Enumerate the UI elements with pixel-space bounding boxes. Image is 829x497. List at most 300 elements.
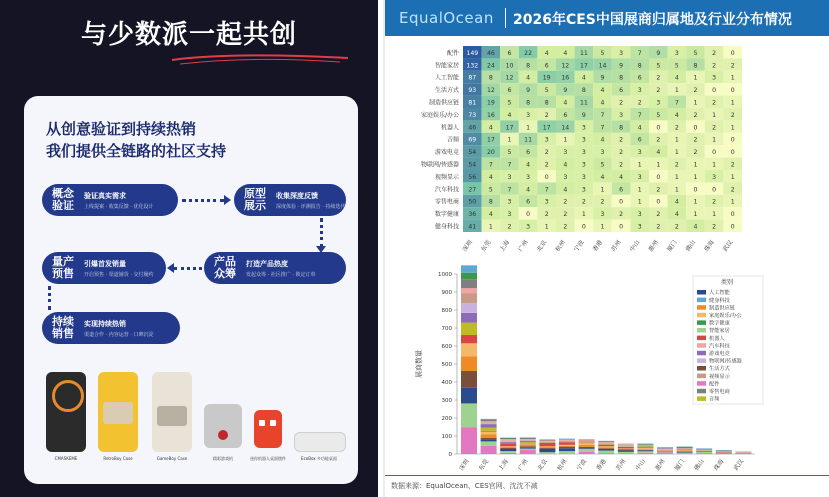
heatmap-cell-value: 0 — [730, 87, 735, 95]
x-tick-label: 东莞 — [477, 458, 491, 472]
heatmap-cell-value: 3 — [563, 173, 568, 181]
heatmap-cell-value: 1 — [488, 223, 493, 231]
bar-segment — [637, 448, 653, 449]
product-label: RetroBoy Case — [103, 456, 133, 461]
heatmap-cell-value: 3 — [619, 111, 624, 119]
stage-concept — [42, 184, 178, 216]
stage-preorder — [42, 252, 166, 284]
heatmap-cell-value: 132 — [466, 62, 479, 70]
legend-label: 游戏电竞 — [709, 351, 730, 357]
stage-sub: 引爆首发销量 — [84, 259, 126, 268]
heatmap-cell-value: 2 — [712, 124, 717, 132]
bar-segment — [461, 288, 477, 293]
mascot-icon — [218, 430, 228, 440]
heatmap-cell-value: 3 — [526, 111, 531, 119]
y-tick-label: 600 — [441, 344, 452, 350]
bar-segment — [618, 445, 634, 446]
bar-segment — [500, 447, 516, 448]
heatmap-chart — [385, 40, 829, 260]
legend-label: 配件 — [709, 381, 720, 388]
heatmap-cell-value: 54 — [468, 149, 477, 157]
stage-name: 原型展示 — [244, 187, 266, 212]
chart-panel — [383, 0, 829, 497]
heatmap-cell-value: 24 — [486, 62, 495, 70]
heatmap-cell-value: 17 — [579, 62, 588, 70]
heatmap-cell-value: 4 — [563, 99, 568, 107]
heatmap-cell-value: 6 — [637, 74, 642, 82]
bar-segment — [598, 445, 614, 446]
heatmap-cell-value: 4 — [488, 211, 493, 219]
stage-sub: 验证真实需求 — [84, 191, 126, 200]
heatmap-cell-value: 1 — [600, 223, 605, 231]
legend-label: 音频 — [709, 396, 720, 403]
bar-segment — [618, 452, 634, 454]
bar-segment — [461, 313, 477, 323]
product-phone-case-yellow — [98, 372, 138, 452]
legend-swatch — [697, 374, 706, 379]
bar-segment — [677, 450, 693, 451]
heatmap-row-label: 数字健康 — [434, 211, 459, 219]
bar-segment — [579, 441, 595, 442]
heatmap-cell-value: 3 — [656, 99, 661, 107]
heatmap-cell-value: 4 — [600, 87, 605, 95]
heatmap-cell-value: 0 — [693, 186, 698, 194]
heatmap-cell-value: 5 — [693, 49, 698, 57]
heatmap-cell-value: 3 — [637, 211, 642, 219]
heatmap-cell-value: 9 — [656, 49, 661, 57]
bar-segment — [579, 442, 595, 443]
heatmap-cell-value: 3 — [544, 198, 549, 206]
heatmap-cell-value: 1 — [563, 136, 568, 144]
heatmap-cell-value: 2 — [712, 99, 717, 107]
heatmap-cell-value: 8 — [526, 99, 531, 107]
flow-connector — [320, 218, 323, 248]
heatmap-cell-value: 2 — [544, 149, 549, 157]
bar-segment — [618, 450, 634, 451]
x-tick-label: 杭州 — [556, 458, 569, 472]
heatmap-cell-value: 3 — [600, 149, 605, 157]
heatmap-cell-value: 2 — [712, 62, 717, 70]
heatmap-row-label: 配件 — [446, 49, 459, 57]
heatmap-cell-value: 2 — [656, 211, 661, 219]
bar-segment — [481, 421, 497, 422]
bar-segment — [559, 451, 575, 453]
bar-segment — [579, 449, 595, 452]
bar-segment — [618, 448, 634, 449]
bar-segment — [461, 356, 477, 371]
heatmap-cell-value: 0 — [693, 124, 698, 132]
heatmap-cell-value: 2 — [619, 136, 624, 144]
heatmap-cell-value: 3 — [637, 173, 642, 181]
bar-segment — [500, 441, 516, 442]
heatmap-cell-value: 2 — [693, 87, 698, 95]
x-tick-label: 珠海 — [712, 458, 726, 472]
flow-connector — [48, 286, 51, 310]
bar-segment — [618, 447, 634, 448]
heatmap-cell-value: 4 — [637, 124, 642, 132]
heatmap-cell-value: 2 — [581, 198, 586, 206]
bar-segment — [481, 438, 497, 440]
heatmap-cell-value: 1 — [637, 198, 642, 206]
bar-segment — [481, 423, 497, 424]
promo-card — [24, 96, 358, 484]
bar-segment — [500, 449, 516, 451]
x-tick-label: 厦门 — [673, 458, 687, 472]
bar-segment — [559, 448, 575, 451]
y-tick-label: 100 — [441, 434, 452, 440]
bar-segment — [677, 447, 693, 448]
x-tick-label: 广州 — [516, 458, 530, 472]
bar-segment — [461, 293, 477, 303]
bar-segment — [598, 449, 614, 451]
heatmap-cell-value: 0 — [656, 173, 661, 181]
legend-swatch — [697, 389, 706, 394]
heatmap-cell-value: 17 — [542, 124, 551, 132]
bar-segment — [520, 440, 536, 441]
heatmap-cell-value: 1 — [693, 198, 698, 206]
bar-segment — [500, 453, 516, 454]
y-tick-label: 200 — [441, 416, 452, 422]
heatmap-col-label: 杭州 — [554, 239, 567, 253]
legend-swatch — [697, 298, 706, 303]
product-label: EcoBox 多功能桌面 — [301, 456, 337, 461]
legend-label: 智能家居 — [709, 328, 730, 335]
heatmap-col-label: 宁波 — [572, 239, 586, 253]
heatmap-cell-value: 41 — [468, 223, 477, 231]
bar-segment — [520, 438, 536, 439]
bar-segment — [481, 446, 497, 454]
heatmap-cell-value: 1 — [526, 124, 531, 132]
y-tick-label: 500 — [441, 362, 452, 368]
x-tick-label: 惠州 — [654, 458, 667, 472]
heatmap-cell-value: 3 — [526, 173, 531, 181]
stage-detail: 发起众筹 · 社区推广 · 锁定订单 — [246, 271, 316, 278]
stage-detail: 开启预售 · 渠道铺货 · 交付履约 — [84, 271, 154, 278]
heatmap-cell-value: 2 — [619, 149, 624, 157]
heatmap-cell-value: 7 — [637, 111, 642, 119]
heatmap-cell-value: 4 — [656, 149, 661, 157]
heatmap-cell-value: 3 — [581, 124, 586, 132]
heatmap-cell-value: 9 — [563, 87, 568, 95]
heatmap-cell-value: 3 — [712, 173, 717, 181]
bar-segment — [657, 451, 673, 452]
heatmap-col-label: 东莞 — [479, 239, 493, 253]
x-tick-label: 宁波 — [575, 458, 589, 472]
heatmap-cell-value: 87 — [468, 74, 477, 82]
bar-segment — [598, 444, 614, 445]
x-tick-label: 中山 — [634, 458, 648, 472]
heatmap-cell-value: 1 — [730, 74, 735, 82]
promo-headline: 与少数派一起共创 — [80, 20, 297, 50]
bar-segment — [598, 444, 614, 445]
stage-name: 概念验证 — [52, 187, 74, 212]
heatmap-cell-value: 2 — [674, 124, 679, 132]
bar-segment — [539, 441, 555, 442]
bar-segment — [481, 422, 497, 423]
chart-title: 2026年CES中国展商归属地及行业分布情况 — [513, 12, 792, 28]
y-tick-label: 300 — [441, 398, 452, 404]
heatmap-cell-value: 3 — [712, 74, 717, 82]
heatmap-cell-value: 9 — [600, 74, 605, 82]
heatmap-cell-value: 2 — [563, 223, 568, 231]
stage-sub: 实现持续热销 — [84, 319, 126, 328]
heatmap-cell-value: 4 — [488, 124, 493, 132]
legend-swatch — [697, 320, 706, 325]
bar-segment — [539, 449, 555, 452]
heatmap-cell-value: 1 — [656, 161, 661, 169]
heatmap-cell-value: 2 — [600, 198, 605, 206]
heatmap-cell-value: 1 — [712, 211, 717, 219]
bar-segment — [520, 448, 536, 449]
heatmap-cell-value: 46 — [486, 49, 495, 57]
bar-segment — [637, 450, 653, 451]
heatmap-row-label: 视频显示 — [434, 173, 459, 181]
heatmap-cell-value: 0 — [730, 223, 735, 231]
bar-segment — [579, 447, 595, 448]
legend-swatch — [697, 290, 706, 295]
heatmap-cell-value: 19 — [542, 74, 551, 82]
heatmap-cell-value: 3 — [637, 149, 642, 157]
heatmap-cell-value: 2 — [656, 223, 661, 231]
heatmap-cell-value: 17 — [505, 124, 514, 132]
heatmap-cell-value: 0 — [619, 198, 624, 206]
x-tick-label: 北京 — [536, 458, 550, 472]
heatmap-cell-value: 6 — [526, 149, 531, 157]
x-tick-label: 上海 — [497, 458, 510, 472]
heatmap-cell-value: 1 — [693, 173, 698, 181]
heatmap-cell-value: 9 — [619, 62, 624, 70]
flow-connector — [182, 199, 224, 202]
stage-sales — [42, 312, 180, 344]
heatmap-cell-value: 0 — [730, 49, 735, 57]
bar-segment — [579, 445, 595, 447]
bar-segment — [598, 448, 614, 449]
legend-label: 视频显示 — [709, 373, 730, 380]
heatmap-cell-value: 9 — [581, 111, 586, 119]
bar-segment — [637, 447, 653, 448]
heatmap-cell-value: 1 — [637, 186, 642, 194]
heatmap-cell-value: 11 — [579, 99, 588, 107]
bar-segment — [716, 451, 732, 452]
heatmap-cell-value: 3 — [526, 223, 531, 231]
heatmap-row-label: 物联网/传感器 — [420, 161, 459, 169]
heatmap-col-label: 惠州 — [647, 239, 660, 253]
heatmap-cell-value: 7 — [488, 161, 493, 169]
heatmap-cell-value: 0 — [712, 87, 717, 95]
bar-segment — [539, 446, 555, 447]
heatmap-cell-value: 4 — [526, 161, 531, 169]
heatmap-cell-value: 4 — [544, 49, 549, 57]
camera-ring-icon — [52, 380, 84, 412]
heatmap-row-label: 人工智能 — [434, 74, 459, 82]
bar-segment — [559, 445, 575, 446]
bar-segment — [618, 449, 634, 450]
heatmap-cell-value: 4 — [563, 161, 568, 169]
heatmap-cell-value: 2 — [563, 211, 568, 219]
bar-segment — [559, 442, 575, 443]
heatmap-cell-value: 1 — [674, 136, 679, 144]
x-tick-label: 武汉 — [732, 458, 746, 472]
heatmap-cell-value: 4 — [507, 111, 512, 119]
card-title-2: 我们提供全链路的社区支持 — [46, 142, 227, 160]
robot-eye-icon — [259, 420, 265, 426]
bar-segment — [657, 452, 673, 454]
x-tick-label: 佛山 — [693, 458, 706, 472]
heatmap-cell-value: 5 — [507, 149, 512, 157]
heatmap-row-label: 机器人 — [440, 124, 459, 132]
heatmap-cell-value: 4 — [563, 186, 568, 194]
heatmap-cell-value: 1 — [712, 136, 717, 144]
stage-detail: 深度体验 · 评测报告 · 持续迭代 — [276, 203, 346, 210]
heatmap-cell-value: 0 — [656, 198, 661, 206]
heatmap-cell-value: 4 — [600, 136, 605, 144]
bar-segment — [461, 273, 477, 279]
bar-segment — [461, 335, 477, 343]
source-note: 数据来源：EqualOcean、CES官网、沈沈不减 — [391, 482, 538, 490]
product-desk-box — [294, 432, 346, 452]
heatmap-cell-value: 54 — [468, 161, 477, 169]
heatmap-cell-value: 3 — [544, 136, 549, 144]
heatmap-cell-value: 2 — [656, 136, 661, 144]
bar-segment — [559, 453, 575, 454]
legend-label: 制造供应链 — [709, 305, 735, 312]
heatmap-cell-value: 46 — [468, 124, 477, 132]
bar-segment — [559, 441, 575, 442]
heatmap-cell-value: 9 — [526, 87, 531, 95]
bar-segment — [657, 450, 673, 451]
heatmap-cell-value: 4 — [563, 49, 568, 57]
heatmap-cell-value: 8 — [581, 87, 586, 95]
heatmap-col-label: 珠海 — [703, 239, 716, 253]
bar-segment — [481, 431, 497, 432]
heatmap-cell-value: 1 — [730, 124, 735, 132]
heatmap-cell-value: 6 — [526, 198, 531, 206]
y-tick-label: 900 — [441, 290, 452, 296]
bar-segment — [481, 420, 497, 421]
product-label: GameBoy Case — [156, 456, 188, 461]
heatmap-col-label: 厦门 — [665, 239, 679, 253]
stage-name: 产品众筹 — [214, 255, 236, 280]
heatmap-cell-value: 6 — [507, 87, 512, 95]
bar-segment — [579, 443, 595, 444]
heatmap-cell-value: 22 — [524, 49, 533, 57]
stage-sub: 收集深度反馈 — [276, 191, 318, 200]
heatmap-cell-value: 4 — [526, 186, 531, 194]
bar-segment — [598, 451, 614, 454]
heatmap-cell-value: 11 — [579, 49, 588, 57]
bar-segment — [539, 448, 555, 449]
robot-eye-icon — [270, 420, 276, 426]
heatmap-row-label: 汽车科技 — [434, 186, 459, 194]
bar-segment — [481, 440, 497, 441]
heatmap-cell-value: 7 — [600, 111, 605, 119]
legend-label: 数字健康 — [709, 320, 730, 327]
heatmap-cell-value: 7 — [507, 186, 512, 194]
y-tick-label: 1000 — [438, 272, 452, 278]
heatmap-cell-value: 1 — [730, 99, 735, 107]
heatmap-cell-value: 3 — [619, 49, 624, 57]
heatmap-cell-value: 2 — [712, 49, 717, 57]
bar-segment — [539, 440, 555, 441]
heatmap-cell-value: 2 — [730, 111, 735, 119]
heatmap-cell-value: 3 — [600, 211, 605, 219]
y-tick-label: 400 — [441, 380, 452, 386]
heatmap-row-label: 游戏电竞 — [434, 149, 459, 157]
legend-label: 汽车科技 — [709, 343, 730, 350]
heatmap-cell-value: 8 — [619, 124, 624, 132]
heatmap-cell-value: 56 — [468, 173, 477, 181]
heatmap-cell-value: 6 — [637, 136, 642, 144]
product-phone-case-gameboy — [152, 372, 192, 452]
heatmap-cell-value: 0 — [730, 211, 735, 219]
heatmap-cell-value: 2 — [712, 198, 717, 206]
bar-segment — [500, 439, 516, 440]
heatmap-cell-value: 81 — [468, 99, 477, 107]
stage-crowdfunding — [204, 252, 346, 284]
product-label: 迷你机器人桌面摆件 — [250, 456, 286, 461]
heatmap-cell-value: 6 — [563, 111, 568, 119]
heatmap-cell-value: 1 — [600, 186, 605, 194]
bar-segment — [579, 441, 595, 442]
heatmap-row-label: 智能家居 — [434, 62, 459, 70]
heatmap-cell-value: 3 — [581, 186, 586, 194]
heatmap-cell-value: 7 — [544, 186, 549, 194]
heatmap-cell-value: 2 — [693, 149, 698, 157]
heatmap-cell-value: 4 — [674, 74, 679, 82]
heatmap-cell-value: 1 — [730, 173, 735, 181]
heatmap-cell-value: 2 — [656, 87, 661, 95]
bar-segment — [677, 453, 693, 454]
bar-segment — [696, 452, 712, 453]
bar-segment — [559, 440, 575, 441]
legend-swatch — [697, 343, 706, 348]
bar-segment — [500, 442, 516, 443]
heatmap-cell-value: 2 — [544, 161, 549, 169]
bar-segment — [696, 448, 712, 449]
heatmap-cell-value: 1 — [674, 186, 679, 194]
y-tick-label: 800 — [441, 308, 452, 314]
card-title-1: 从创意验证到持续热销 — [46, 120, 197, 138]
heatmap-cell-value: 1 — [637, 161, 642, 169]
heatmap-cell-value: 0 — [544, 173, 549, 181]
heatmap-cell-value: 5 — [656, 111, 661, 119]
bar-segment — [461, 388, 477, 404]
heatmap-cell-value: 2 — [730, 161, 735, 169]
bar-segment — [461, 303, 477, 313]
product-handheld — [204, 404, 242, 448]
heatmap-cell-value: 7 — [674, 99, 679, 107]
heatmap-cell-value: 8 — [488, 74, 493, 82]
heatmap-cell-value: 2 — [619, 161, 624, 169]
heatmap-cell-value: 19 — [486, 99, 495, 107]
legend-label: 机器人 — [709, 335, 725, 342]
heatmap-row-label: 生活方式 — [434, 87, 459, 95]
bar-segment — [637, 446, 653, 447]
y-axis-label: 展商数量 — [415, 350, 423, 378]
heatmap-cell-value: 5 — [600, 49, 605, 57]
heatmap-col-label: 香港 — [591, 239, 605, 253]
heatmap-cell-value: 27 — [468, 186, 477, 194]
heatmap-cell-value: 1 — [581, 211, 586, 219]
heatmap-cell-value: 50 — [468, 198, 477, 206]
heatmap-cell-value: 1 — [712, 161, 717, 169]
heatmap-cell-value: 1 — [693, 161, 698, 169]
product-robot — [254, 410, 282, 448]
heatmap-cell-value: 2 — [730, 62, 735, 70]
swoosh-decoration — [170, 52, 350, 66]
legend-title: 类别 — [720, 279, 734, 286]
heatmap-cell-value: 1 — [674, 149, 679, 157]
